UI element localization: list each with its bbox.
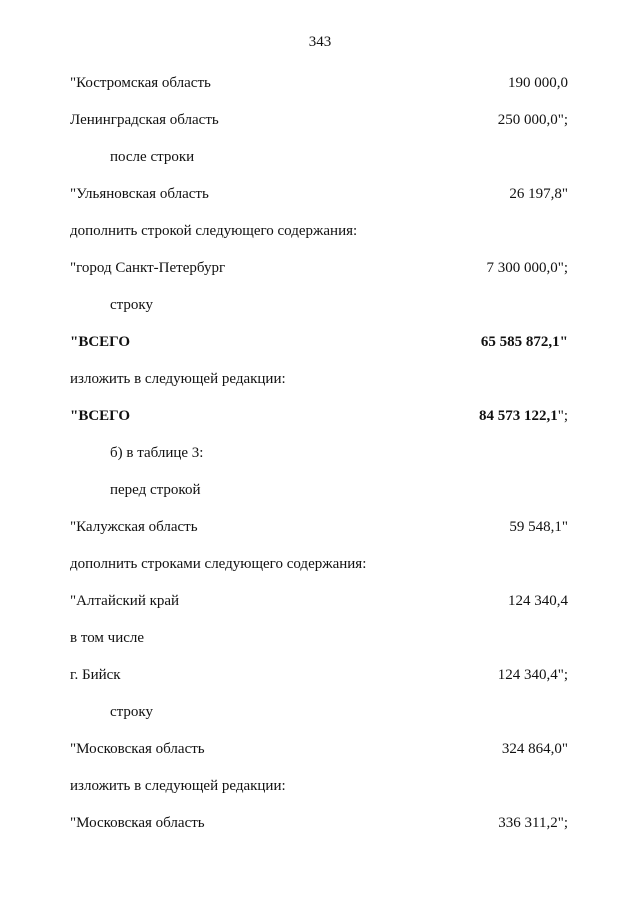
instruction-text: строку (110, 704, 153, 720)
instruction-text: изложить в следующей редакции: (70, 371, 286, 387)
row-total-old (0, 331, 640, 368)
page-number: 343 (308, 34, 332, 50)
row-label: "Ульяновская область (70, 186, 209, 202)
row-moscow-new (0, 812, 640, 849)
row-label: Ленинградская область (70, 112, 219, 128)
row-saint-petersburg (0, 257, 640, 294)
instruction-restate (0, 368, 640, 405)
row-including (0, 627, 640, 664)
row-value: 336 311,2"; (498, 815, 568, 831)
row-label: в том числе (70, 630, 145, 646)
row-label: "Московская область (70, 741, 205, 757)
instruction-text: дополнить строкой следующего содержания: (70, 223, 358, 239)
row-value-number: 84 573 122,1 (478, 408, 558, 424)
instruction-add-row (0, 220, 640, 257)
row-label: "Калужская область (70, 519, 198, 535)
row-label: "Московская область (70, 815, 205, 831)
instruction-table-3 (0, 442, 640, 479)
row-value: 124 340,4"; (497, 667, 568, 683)
row-total-new (0, 405, 640, 442)
row-moscow-old (0, 738, 640, 775)
instruction-after-row (0, 146, 640, 183)
instruction-row (0, 701, 640, 738)
row-value: 7 300 000,0"; (486, 260, 568, 276)
row-value (479, 405, 568, 427)
instruction-text: после строки (110, 149, 195, 165)
row-kostroma (0, 72, 640, 109)
row-leningrad (0, 109, 640, 146)
instruction-text: перед строкой (110, 482, 201, 498)
row-value: 250 000,0"; (497, 112, 568, 128)
amendment-text (0, 72, 640, 849)
row-value: 59 548,1" (509, 519, 568, 535)
row-altai (0, 590, 640, 627)
row-label: "город Санкт-Петербург (70, 260, 226, 276)
instruction-add-rows (0, 553, 640, 590)
row-label: "ВСЕГО (70, 334, 131, 350)
instruction-restate (0, 775, 640, 812)
row-label: "ВСЕГО (70, 408, 131, 424)
instruction-text: изложить в следующей редакции: (70, 778, 286, 794)
instruction-text: дополнить строками следующего содержания: (70, 556, 367, 572)
row-biysk (0, 664, 640, 701)
row-value: 26 197,8" (509, 186, 568, 202)
row-kaluga (0, 516, 640, 553)
row-label: "Алтайский край (70, 593, 180, 609)
row-value: 65 585 872,1" (480, 334, 568, 350)
row-label: г. Бийск (70, 667, 121, 683)
row-value-suffix: "; (557, 408, 568, 424)
row-ulyanovsk (0, 183, 640, 220)
row-value: 124 340,4 (508, 593, 568, 609)
row-value: 324 864,0" (501, 741, 568, 757)
instruction-text: строку (110, 297, 153, 313)
row-label: "Костромская область (70, 75, 211, 91)
instruction-before-row (0, 479, 640, 516)
row-value: 190 000,0 (508, 75, 568, 91)
instruction-text: б) в таблице 3: (110, 445, 204, 461)
instruction-row (0, 294, 640, 331)
